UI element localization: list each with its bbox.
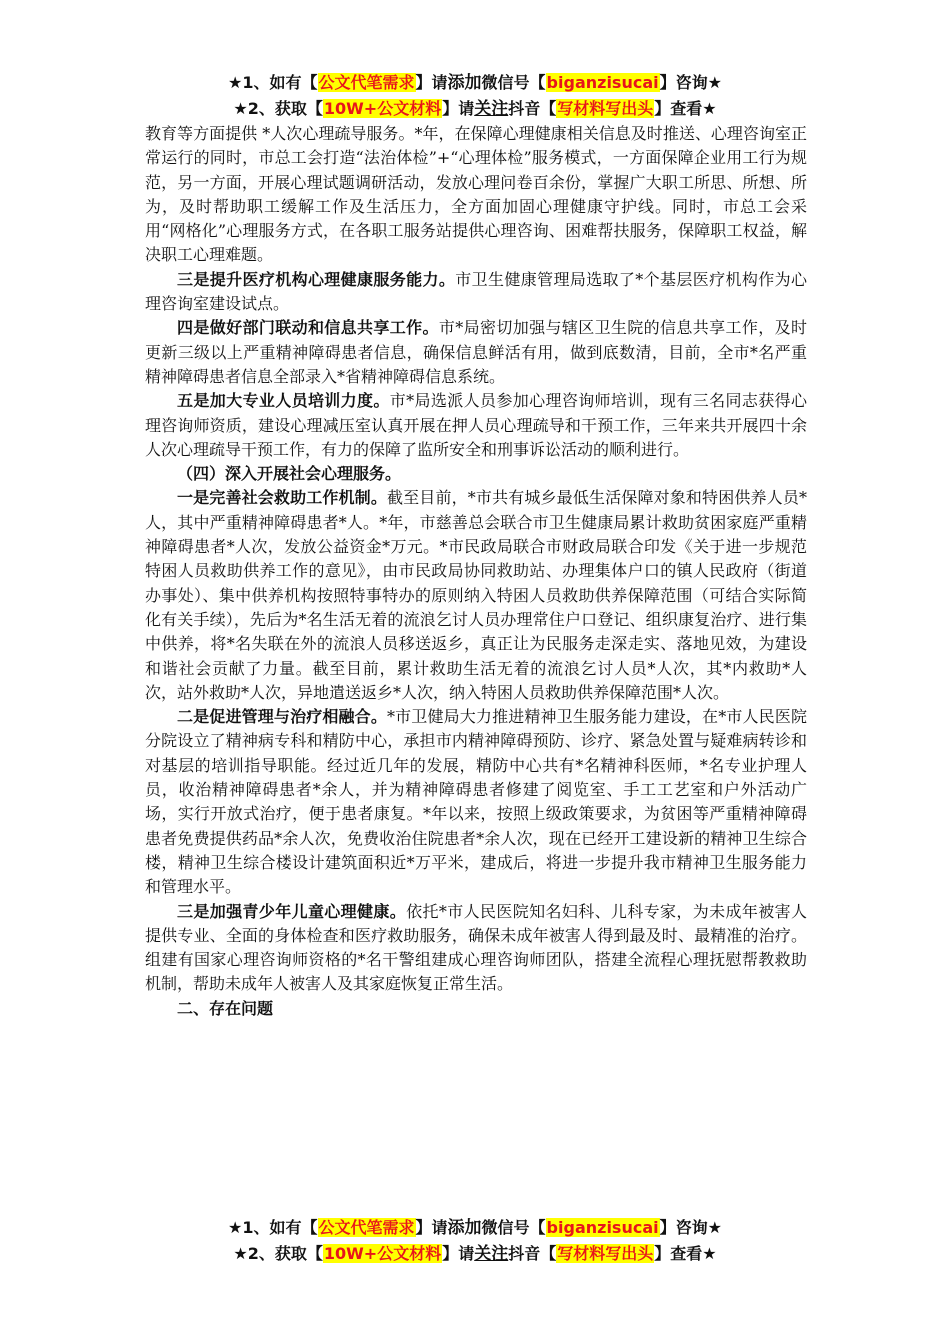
section-heading-text: 二、存在问题: [177, 998, 274, 1018]
banner-text: 】咨询★: [659, 1218, 722, 1237]
banner-wechat-id: biganzisucai: [546, 73, 659, 92]
section-heading-text: （四）深入开展社会心理服务。: [177, 464, 402, 484]
paragraph-text: 市卫生健康管理局选取了*个基层医疗机构作为心理咨询室建设试点。: [145, 269, 807, 314]
paragraph-1: 教育等方面提供 *人次心理疏导服务。*年，在保障心理健康相关信息及时推送、心理咨询室正常运行的同时，市总工会打造“法治体检”+“心理体检”服务模式，一方面保障企业用工行为规范，另一方面，开展心理试题调研活动，发放心理问卷百余份，掌握广大职工所思、所想、所为，及时帮助职工缓解工作及生活压力，全方面加固心理健康守护线。同时，市总工会采用“网格化”心理服务方式，在各职工服务站提供心理咨询、困难帮扶服务，保障职工权益，解决职工心理难题。: [145, 124, 807, 265]
banner-text: 】请: [415, 1218, 448, 1237]
paragraph-text: 截至目前，*市共有城乡最低生活保障对象和特困供养人员*人，其中严重精神障碍患者*人。*年，市慈善总会联合市卫生健康局累计救助贫困家庭严重精神障碍患者*人次，发放公益资金*万元。*市民政局联合市财政局联合印发《关于进一步规范特困人员救助供养工作的意见》，由市民政局协同救助站、办理集体户口的镇人民政府（街道办事处）、集中供养机构按照特事特办的原则纳入特困人员救助供养保障范围（可结合实际简化有关手续），先后为*名生活无着的流浪乞讨人员办理常住户口登记、组织康复治疗、进行集中供养，将*名失联在外的流浪人员移送返乡，真正让为民服务走深走实、落地见效，为建设和谐社会贡献了力量。截至目前，累计救助生活无着的流浪乞讨人员*人次，其*内救助*人次，站外救助*人次，异地遣送返乡*人次，纳入特困人员救助供养保障范围*人次。: [145, 488, 807, 702]
banner-emphasis: 关注: [474, 1244, 509, 1264]
header-banner-line1: [0, 70, 950, 96]
banner-douyin-id: 写材料写出头: [557, 99, 654, 118]
paragraph-7: [145, 900, 807, 997]
banner-wechat-id: biganzisucai: [546, 1218, 659, 1237]
section-heading-2: [145, 997, 807, 1021]
header-banner-line2: [0, 96, 950, 122]
paragraph-heading: 五是加大专业人员培训力度。: [177, 391, 390, 411]
paragraph-text: *市卫健局大力推进精神卫生服务能力建设，在*市人民医院分院设立了精神病专科和精防中心，承担市内精神障碍预防、诊疗、紧急处置与疑难病转诊和对基层的培训指导职能。经过近几年的发展，精防中心共有*名精神科医师，*名专业护理人员，收治精神障碍患者*余人，并为精神障碍患者修建了阅览室、手工工艺室和户外活动广场，实行开放式治疗，便于患者康复。*年以来，按照上级政策要求，为贫困等严重精神障碍患者免费提供药品*余人次，免费收治住院患者*余人次，现在已经开工建设新的精神卫生综合楼，精神卫生综合楼设计建筑面积近*万平米，建成后，将进一步提升我市精神卫生服务能力和管理水平。: [145, 707, 807, 897]
banner-emphasis: 关注: [474, 99, 509, 119]
banner-text: 抖音【: [508, 1244, 557, 1263]
banner-text: 微信号【: [481, 73, 546, 92]
paragraph-heading: 二是促进管理与治疗相融合。: [177, 707, 387, 727]
banner-douyin-id: 写材料写出头: [557, 1244, 654, 1263]
paragraph-heading: 一是完善社会救助工作机制。: [177, 488, 387, 508]
banner-emphasis: 添加: [447, 73, 482, 93]
footer-banner-line2: [0, 1241, 950, 1267]
paragraph-heading: 三是提升医疗机构心理健康服务能力。: [177, 269, 456, 289]
paragraph-4: [145, 389, 807, 462]
banner-highlight: 公文代笔需求: [318, 1218, 415, 1237]
banner-highlight: 10W+公文材料: [323, 1244, 442, 1263]
banner-text: 】请: [442, 1244, 475, 1263]
paragraph-3: [145, 316, 807, 389]
banner-highlight: 公文代笔需求: [318, 73, 415, 92]
banner-text: 】请: [415, 73, 448, 92]
paragraph-heading: 四是做好部门联动和信息共享工作。: [177, 318, 439, 338]
banner-text: 抖音【: [508, 99, 557, 118]
paragraph-text: 市*局选派人员参加心理咨询师培训，现有三名同志获得心理咨询师资质，建设心理减压室认真开展在押人员心理疏导和干预工作，三年来共开展四十余人次心理疏导干预工作，有力的保障了监所安全和刑事诉讼活动的顺利进行。: [145, 391, 807, 459]
paragraph-heading: 三是加强青少年儿童心理健康。: [177, 901, 407, 921]
banner-text: 】咨询★: [659, 73, 722, 92]
document-body: [145, 122, 807, 1021]
banner-text: ★1、如有【: [228, 73, 318, 92]
banner-text: 微信号【: [481, 1218, 546, 1237]
banner-text: ★1、如有【: [228, 1218, 318, 1237]
banner-text: 】查看★: [654, 1244, 717, 1263]
banner-highlight: 10W+公文材料: [323, 99, 442, 118]
paragraph-text: 依托*市人民医院知名妇科、儿科专家，为未成年被害人提供专业、全面的身体检查和医疗救助服务，确保未成年被害人得到最及时、最精准的治疗。组建有国家心理咨询师资格的*名干警组建成心理咨询师团队，搭建全流程心理抚慰帮教救助机制，帮助未成年人被害人及其家庭恢复正常生活。: [145, 901, 807, 994]
banner-text: ★2、获取【: [233, 1244, 323, 1263]
banner-emphasis: 添加: [447, 1218, 482, 1238]
section-heading-4: [145, 462, 807, 486]
banner-text: ★2、获取【: [233, 99, 323, 118]
footer-banner-line1: [0, 1215, 950, 1241]
paragraph-text: 市*局密切加强与辖区卫生院的信息共享工作，及时更新三级以上严重精神障碍患者信息，确保信息鲜活有用，做到底数清，目前，全市*名严重精神障碍患者信息全部录入*省精神障碍信息系统。: [145, 318, 807, 386]
paragraph-2: [145, 268, 807, 317]
banner-text: 】请: [442, 99, 475, 118]
paragraph-5: [145, 486, 807, 705]
paragraph-6: [145, 705, 807, 899]
banner-text: 】查看★: [654, 99, 717, 118]
